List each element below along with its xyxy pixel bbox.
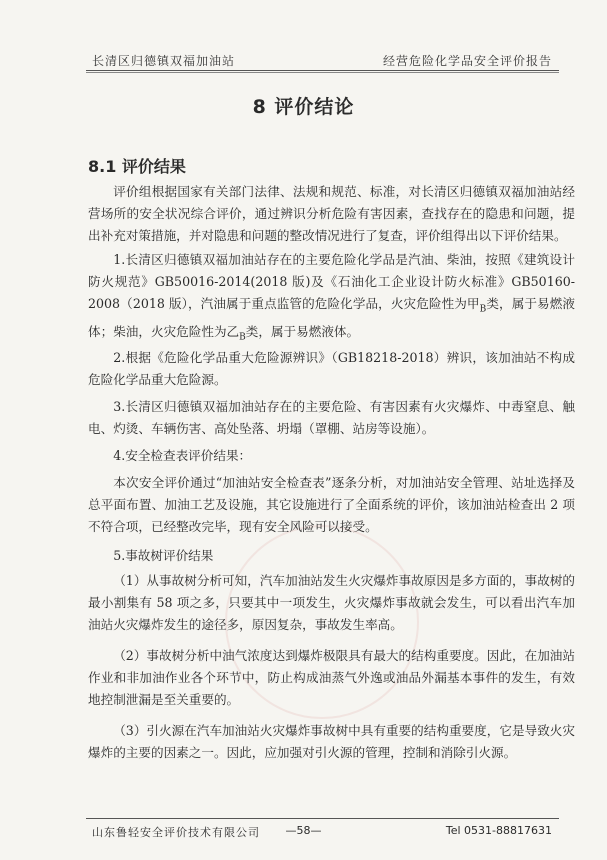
result-item-2: 2.根据《危险化学品重大危险源辨识》（GB18218-2018）辨识，该加油站不构成危险化学品重大危险源。 <box>88 350 575 387</box>
page-number: —58— <box>285 824 322 837</box>
footer-company-name: 山东鲁轻安全评价技术有限公司 <box>92 826 260 839</box>
intro-paragraph: 评价组根据国家有关部门法律、法规和规范、标准，对长清区归德镇双福加油站经营场所的安全状况综合评价，通过辨识分析危险有害因素，查找存在的隐患和问题，提出补充对策措施，并对隐患和问题的整改情况进行了复查，评价组得出以下评价结果。 <box>88 184 575 243</box>
result-item-5-heading: 5.事故树评价结果 <box>113 548 214 563</box>
footer-telephone: Tel 0531-88817631 <box>445 824 552 837</box>
result-item-1-text-a: 1.长清区归德镇双福加油站存在的主要危险化学品是汽油、柴油，按照《建筑设计防火规范》GB50016-2014(2018 版)及《石油化工企业设计防火标准》GB50160-2008（2018 版），汽油属于重点监管的危险化学品，火灾危险性为甲 <box>88 252 575 311</box>
chapter-title: 8 评价结论 <box>252 96 355 118</box>
result-item-1-text-b: 类，属于易燃液体；柴油，火灾危险性为乙 <box>88 296 576 339</box>
result-item-4-heading: 4.安全检查表评价结果： <box>113 448 252 463</box>
fault-tree-result-1: （1）从事故树分析可知，汽车加油站发生火灾爆炸事故原因是多方面的，事故树的最小割集有 58 项之多，只要其中一项发生，火灾爆炸事故就会发生，可以看出汽车加油站火灾爆炸发生的途径多，原因复杂，事故发生率高。 <box>88 573 575 632</box>
result-item-1 <box>88 249 575 348</box>
header-company-name: 长清区归德镇双福加油站 <box>92 54 236 68</box>
checklist-result-paragraph: 本次安全评价通过“加油站安全检查表”逐条分析，对加油站安全管理、站址选择及总平面布置、加油工艺及设施，其它设施进行了全面系统的评价，该加油站检查出 2 项不符合项，已经整改完毕，现有安全风险可以接受。 <box>88 475 575 534</box>
section-title: 8.1 评价结果 <box>88 157 186 176</box>
header-report-title: 经营危险化学品安全评价报告 <box>382 54 552 68</box>
header-divider <box>86 70 559 71</box>
fire-class-subscript-1: B <box>479 304 487 315</box>
result-item-1-text-c: 类，属于易燃液体。 <box>245 323 360 339</box>
result-item-3: 3.长清区归德镇双福加油站存在的主要危险、有害因素有火灾爆炸、中毒窒息、触电、灼烫、车辆伤害、高处坠落、坍塌（罩棚、站房等设施）。 <box>88 399 575 436</box>
fault-tree-result-3: （3）引火源在汽车加油站火灾爆炸事故树中具有重要的结构重要度，它是导致火灾爆炸的主要的因素之一。因此，应加强对引火源的管理，控制和消除引火源。 <box>88 723 575 760</box>
header-divider-secondary <box>86 72 559 73</box>
fire-class-subscript-2: B <box>239 332 246 343</box>
fault-tree-result-2: （2）事故树分析中油气浓度达到爆炸极限具有最大的结构重要度。因此，在加油站作业和非加油作业各个环节中，防止构成油蒸气外逸或油品外漏基本事件的发生，有效地控制泄漏是至关重要的。 <box>88 648 575 707</box>
footer-divider <box>86 818 559 819</box>
